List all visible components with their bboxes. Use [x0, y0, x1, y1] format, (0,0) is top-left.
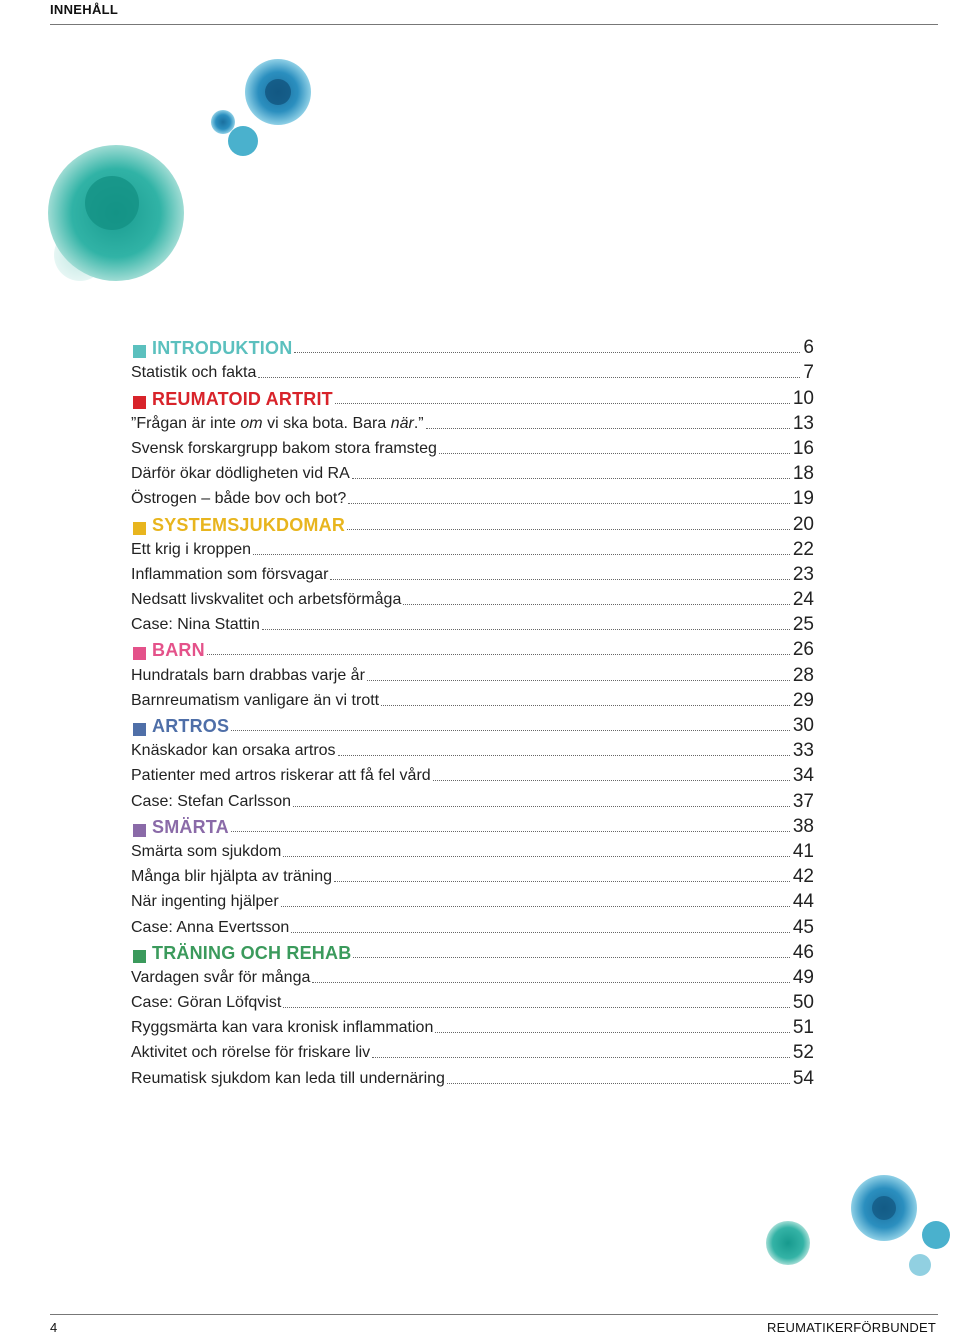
toc-entry-row[interactable]	[131, 786, 814, 811]
toc-entry-title: Svensk forskargrupp bakom stora framsteg	[131, 439, 437, 457]
toc-page-number: 33	[792, 740, 814, 762]
toc-section-title: SMÄRTA	[152, 816, 229, 837]
footer-brand: REUMATIKERFÖRBUNDET	[767, 1320, 936, 1335]
toc-entry-title: Många blir hjälpta av träning	[131, 868, 333, 886]
toc-entry-row[interactable]	[131, 862, 814, 887]
dot-leader	[334, 881, 790, 882]
toc-page-number: 6	[803, 337, 814, 359]
toc-page-number: 44	[792, 891, 814, 913]
small-cyan-cell	[228, 126, 258, 156]
bottom-teal-cell	[766, 1221, 810, 1265]
dot-leader	[262, 629, 790, 630]
toc-entry-title: Statistik och fakta	[131, 364, 257, 382]
dot-leader	[312, 982, 790, 983]
dot-leader	[367, 680, 790, 681]
toc-entry-title: Inflammation som försvagar	[131, 565, 329, 583]
toc-entry-title: Case: Stefan Carlsson	[131, 792, 292, 810]
dot-leader	[353, 957, 789, 958]
toc-section-title: ARTROS	[152, 716, 230, 736]
toc-entry-row[interactable]	[131, 988, 814, 1013]
toc-entry-row[interactable]	[131, 837, 814, 862]
toc-entry-row[interactable]	[131, 358, 814, 383]
dot-leader	[403, 604, 790, 605]
toc-entry-row[interactable]	[131, 1063, 814, 1088]
toc-entry-row[interactable]	[131, 610, 814, 635]
section-color-square-icon	[133, 345, 146, 358]
toc-entry-row[interactable]	[131, 585, 814, 610]
bottom-cyan-cell	[922, 1221, 950, 1249]
dot-leader	[372, 1057, 790, 1058]
toc-page-number: 29	[792, 689, 814, 711]
toc-entry-title: Vardagen svår för många	[131, 968, 311, 986]
dot-leader	[338, 755, 790, 756]
toc-entry-row[interactable]	[131, 484, 814, 509]
toc-entry-row[interactable]	[131, 736, 814, 761]
toc-page-number: 46	[792, 941, 814, 963]
dot-leader	[381, 705, 790, 706]
toc-section-row[interactable]	[131, 711, 814, 736]
toc-section-title: TRÄNING OCH REHAB	[152, 942, 352, 963]
toc-page-number: 50	[792, 992, 814, 1014]
header-divider	[50, 24, 938, 25]
toc-entry-title: Case: Anna Evertsson	[131, 918, 290, 936]
toc-page-number: 51	[792, 1017, 814, 1039]
toc-page-number: 41	[792, 840, 814, 862]
emphasized-word: om	[240, 414, 263, 432]
dot-leader	[352, 478, 790, 479]
bottom-pale-cell	[909, 1254, 931, 1276]
toc-entry-title: Barnreumatism vanligare än vi trott	[131, 691, 380, 709]
toc-entry-row[interactable]	[131, 660, 814, 685]
toc-entry-row[interactable]	[131, 560, 814, 585]
toc-page-number: 25	[792, 614, 814, 636]
toc-page-number: 19	[792, 488, 814, 510]
dot-leader	[447, 1083, 790, 1084]
toc-entry-row[interactable]	[131, 1038, 814, 1063]
toc-entry-title: Case: Nina Stattin	[131, 616, 260, 634]
dot-leader	[258, 377, 800, 378]
toc-page-number: 23	[792, 563, 814, 585]
toc-entry-title: Därför ökar dödligheten vid RA	[131, 465, 350, 483]
toc-page-number: 34	[792, 765, 814, 787]
small-blue-cell	[211, 110, 235, 134]
section-color-square-icon	[133, 647, 146, 660]
dot-leader	[426, 428, 790, 429]
toc-page-number: 52	[792, 1042, 814, 1064]
toc-entry-title: Östrogen – både bov och bot?	[131, 490, 347, 508]
dot-leader	[281, 906, 790, 907]
title-fragment: .”	[413, 414, 424, 432]
toc-entry-row[interactable]	[131, 963, 814, 988]
toc-page-number: 37	[792, 790, 814, 812]
toc-section-title: INTRODUKTION	[152, 338, 293, 359]
teal-cell-nucleus	[85, 176, 139, 230]
toc-page-number: 28	[792, 664, 814, 686]
toc-entry-title: Hundratals barn drabbas varje år	[131, 666, 365, 684]
toc-entry-title: Ett krig i kroppen	[131, 540, 252, 558]
toc-entry-title: Smärta som sjukdom	[131, 842, 282, 860]
dot-leader	[231, 730, 790, 731]
toc-entry-row[interactable]	[131, 686, 814, 711]
dot-leader	[291, 932, 790, 933]
toc-page-number: 22	[792, 538, 814, 560]
toc-page-number: 30	[792, 715, 814, 736]
toc-page-number: 18	[792, 463, 814, 485]
toc-entry-title: Reumatisk sjukdom kan leda till undernäring	[131, 1069, 445, 1087]
blue-cell-nucleus	[265, 79, 291, 105]
dot-leader	[348, 503, 790, 504]
toc-entry-row[interactable]	[131, 409, 814, 434]
toc-entry-title: Knäskador kan orsaka artros	[131, 742, 336, 760]
section-color-square-icon	[133, 824, 146, 837]
toc-page-number: 16	[792, 437, 814, 459]
page-number: 4	[50, 1320, 58, 1335]
toc-entry-title: Ryggsmärta kan vara kronisk inflammation	[131, 1019, 434, 1037]
toc-entry-title: Case: Göran Löfqvist	[131, 994, 282, 1012]
section-color-square-icon	[133, 396, 146, 409]
table-of-contents	[131, 333, 814, 1089]
toc-section-row[interactable]	[131, 938, 814, 963]
toc-entry-title: Nedsatt livskvalitet och arbetsförmåga	[131, 591, 402, 609]
toc-section-row[interactable]	[131, 812, 814, 837]
toc-entry-row[interactable]	[131, 1013, 814, 1038]
dot-leader	[293, 806, 790, 807]
dot-leader	[283, 1007, 790, 1008]
dot-leader	[253, 554, 790, 555]
toc-section-row[interactable]	[131, 333, 814, 358]
toc-section-title: SYSTEMSJUKDOMAR	[152, 514, 346, 535]
dot-leader	[330, 579, 789, 580]
toc-page-number: 45	[792, 916, 814, 938]
toc-page-number: 54	[792, 1067, 814, 1089]
cell-illustration-top	[40, 40, 330, 300]
title-fragment: vi ska bota. Bara	[262, 414, 391, 432]
toc-page-number: 26	[792, 639, 814, 661]
dot-leader	[435, 1032, 790, 1033]
toc-page-number: 20	[792, 513, 814, 535]
toc-entry-row[interactable]	[131, 887, 814, 912]
toc-page-number: 7	[803, 362, 814, 384]
dot-leader	[433, 780, 790, 781]
toc-page-number: 38	[792, 815, 814, 837]
cell-illustration-bottom	[760, 1170, 960, 1285]
toc-entry-row[interactable]	[131, 535, 814, 560]
dot-leader	[207, 654, 790, 655]
dot-leader	[439, 453, 790, 454]
toc-entry-row[interactable]	[131, 434, 814, 459]
toc-page-number: 42	[792, 866, 814, 888]
section-color-square-icon	[133, 723, 146, 736]
section-header-label: INNEHÅLL	[50, 2, 119, 17]
toc-entry-row[interactable]	[131, 761, 814, 786]
section-color-square-icon	[133, 522, 146, 535]
toc-page-number: 49	[792, 966, 814, 988]
toc-entry-title	[131, 414, 424, 434]
toc-page-number: 24	[792, 589, 814, 611]
emphasized-word: när	[390, 414, 414, 432]
dot-leader	[294, 352, 800, 353]
dot-leader	[231, 831, 790, 832]
toc-section-row[interactable]	[131, 383, 814, 408]
section-color-square-icon	[133, 950, 146, 963]
toc-page-number: 10	[792, 387, 814, 409]
dot-leader	[335, 403, 790, 404]
toc-entry-title: När ingenting hjälper	[131, 893, 279, 911]
bottom-blue-nucleus	[872, 1196, 896, 1220]
toc-entry-row[interactable]	[131, 459, 814, 484]
dot-leader	[347, 529, 790, 530]
toc-section-row[interactable]	[131, 635, 814, 660]
toc-page-number: 13	[792, 412, 814, 434]
toc-section-title: REUMATOID ARTRIT	[152, 388, 333, 409]
toc-entry-title: Patienter med artros riskerar att få fel vård	[131, 767, 431, 785]
footer-divider	[50, 1314, 938, 1315]
dot-leader	[283, 856, 790, 857]
toc-section-title: BARN	[152, 640, 205, 661]
toc-entry-row[interactable]	[131, 912, 814, 937]
toc-entry-title: Aktivitet och rörelse för friskare liv	[131, 1044, 371, 1062]
toc-section-row[interactable]	[131, 509, 814, 534]
title-fragment: ”Frågan är inte	[131, 414, 241, 432]
